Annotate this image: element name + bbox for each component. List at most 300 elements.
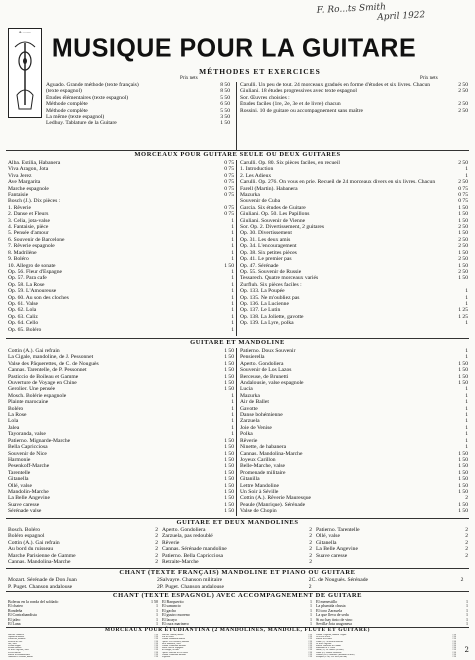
entry-price: 2 50 xyxy=(452,642,456,645)
entry-title: Fantaisie xyxy=(8,192,29,199)
entry-price: 1 xyxy=(465,444,468,451)
entry-price: 0 75 xyxy=(224,185,234,192)
students-right-list xyxy=(316,634,456,658)
entry-title: Plainte marocaine xyxy=(8,399,49,406)
entry-price: 1 xyxy=(310,612,312,618)
entry-price: 2 xyxy=(155,559,158,566)
catalogue-entry xyxy=(162,559,312,565)
chant-list xyxy=(8,577,468,590)
entry-price: 2 xyxy=(157,577,160,583)
catalogue-entry xyxy=(8,622,158,626)
entry-title: Méthode complète xyxy=(46,101,88,108)
entry-title: Farell (Martin). Habanera xyxy=(240,185,298,192)
entry-price: 1 50 xyxy=(224,386,234,393)
entry-price: 2 xyxy=(155,533,158,540)
entry-title: Tarentelle xyxy=(8,469,31,476)
entry-title: Op. 57. Para cafe xyxy=(8,275,47,282)
entry-price: 1 xyxy=(231,307,234,314)
entry-price: 2 xyxy=(309,559,312,566)
entry-price: 1 xyxy=(231,230,234,237)
entry-title: Patierno. Doux Souvenir xyxy=(240,348,296,354)
entry-price: 2 50 xyxy=(452,656,456,658)
entry-price: 2 50 xyxy=(308,649,312,652)
entry-price: 2 50 xyxy=(154,656,158,658)
entry-title: El toro Zarzuela xyxy=(316,608,342,613)
entry-price: 2 50 xyxy=(154,634,158,636)
entry-title: Alba. Estilia, Habanera xyxy=(8,160,61,166)
entry-title: Aperto. Gondoliera xyxy=(240,360,284,367)
entry-price: 2 xyxy=(155,546,158,553)
entry-title: 1. Introduction xyxy=(240,166,274,173)
entry-title: 4. Fantaisie, pièce xyxy=(8,224,49,231)
entry-title: Cannas. Mandolina-Marche xyxy=(162,638,186,641)
entry-title: Cannas. Promenade militaire xyxy=(162,653,187,656)
column-divider xyxy=(236,82,237,150)
entry-price: 2 xyxy=(308,583,312,590)
entry-price: 2 xyxy=(465,495,468,502)
entry-price: 1 xyxy=(231,256,234,263)
entry-price: 1 xyxy=(465,405,468,412)
chant-esp-left-list xyxy=(8,600,158,626)
entry-price: 5 50 xyxy=(220,94,230,101)
entry-title: Viva Aragon, Jota xyxy=(8,166,49,173)
entry-price: 1 50 xyxy=(220,120,230,127)
column-divider xyxy=(236,348,237,516)
entry-title: Aperto. Les Tricourtes, mazurka xyxy=(162,640,189,643)
entry-price: 2 xyxy=(465,539,468,546)
entry-price: 1 50 xyxy=(458,488,468,495)
entry-title: 1. Rêverie xyxy=(8,204,31,211)
entry-price: 2 50 xyxy=(452,640,456,643)
entry-price: 1 50 xyxy=(458,211,468,218)
entry-title: Valse des Pâquerettes, de C. de Nouguès xyxy=(8,360,99,367)
entry-price: 2 50 xyxy=(154,653,158,656)
entry-title: Valse de Chopin xyxy=(240,508,277,515)
entry-title: Op. 60. Au son des cloches xyxy=(8,294,69,301)
entry-title: Mozart. Sérénade de Don Juan xyxy=(8,577,77,583)
entry-title: Zarzuela, pas redoublé xyxy=(162,533,213,540)
entry-title: Polka xyxy=(240,431,253,438)
entry-price: 2 50 xyxy=(452,649,456,652)
entry-title: Op. 34. L'encouragement xyxy=(240,243,297,250)
entry-price: 1 xyxy=(465,399,468,406)
entry-price: 1 50 xyxy=(224,456,234,463)
catalogue-entry xyxy=(316,553,468,559)
entry-title: Ledhuy. Tablature de la Guitare xyxy=(46,120,117,127)
entry-title: Patierno. Tartarin, marche xyxy=(162,634,184,636)
entry-title: Souvenir de Nice xyxy=(8,450,47,457)
two-mandolins-left-list xyxy=(8,527,158,567)
entry-title: David (A.). La Fiancée (ou flûte) xyxy=(316,649,344,652)
entry-price: 1 50 xyxy=(458,482,468,489)
entry-title: Mazurka xyxy=(240,392,260,399)
entry-price: 1 50 xyxy=(458,360,468,367)
entry-price: 0 75 xyxy=(458,192,468,199)
entry-title: Gavotte xyxy=(240,405,258,412)
entry-price: 1 50 xyxy=(458,373,468,380)
entry-title: Aperto. Gondoliera xyxy=(162,527,206,533)
students-left-list xyxy=(8,634,158,658)
entry-title: (texte espagnol) xyxy=(46,88,82,95)
entry-title: Cottin (A.). Rêverie Mauresque xyxy=(240,495,311,502)
entry-title: La plumida chusta xyxy=(316,604,346,609)
entry-price: 2 50 xyxy=(308,634,312,636)
entry-title: Retraite-Marche xyxy=(8,647,22,650)
entry-price: 1 xyxy=(310,600,312,604)
methods-left-list xyxy=(46,82,230,146)
entry-price: 2 50 xyxy=(154,642,158,645)
entry-title: Ganne (L.). Marche Parisienne xyxy=(316,651,342,654)
entry-title: Sérénade valse xyxy=(8,508,42,515)
entry-price: 1 50 xyxy=(224,488,234,495)
solo-right-list xyxy=(240,160,468,336)
entry-title: Boléro espagnol xyxy=(8,533,45,540)
entry-title: Séguidille xyxy=(162,656,171,658)
entry-price: 1 50 xyxy=(458,230,468,237)
catalogue-entry xyxy=(316,622,468,626)
entry-title: Op. 30. Divertissement xyxy=(240,230,292,237)
signature-line: F. Ro...ts Smith xyxy=(316,2,387,16)
column-divider xyxy=(236,160,237,336)
entry-title: Zurfluh. Six pièces faciles : xyxy=(240,281,302,288)
entry-title: El Barquerito xyxy=(162,600,184,604)
entry-price: 1 xyxy=(465,412,468,419)
entry-price: 2 50 xyxy=(308,645,312,648)
entry-title: El Contrabandista xyxy=(8,613,37,618)
entry-price: 1 50 xyxy=(458,249,468,256)
entry-title: Carulli. Un peu de tout. 24 morceaux gradués en forme d'études et six livres. Chacun xyxy=(240,82,431,88)
entry-title: Marche Parisienne de Gamme xyxy=(316,645,342,648)
entry-title: Marche espagnole xyxy=(8,185,49,192)
entry-price: 1 xyxy=(156,612,158,618)
entry-price: 2 xyxy=(309,546,312,553)
entry-title: El jaleo xyxy=(8,617,21,622)
entry-price: 1 50 xyxy=(224,437,234,444)
entry-title: Gitanilla xyxy=(240,476,260,483)
entry-price: 1 xyxy=(156,607,158,613)
entry-title: Op. 62. Lola xyxy=(8,307,37,314)
solo-left-list xyxy=(8,160,234,336)
catalogue-entry xyxy=(240,508,468,514)
entry-price: 1 50 xyxy=(458,469,468,476)
entry-title: Op. 63. Caliz xyxy=(8,313,38,320)
entry-title: Giuliani. Op. 50. Les Papillons xyxy=(240,211,310,218)
entry-price: 1 xyxy=(231,288,234,295)
entry-title: Mazurka xyxy=(240,192,260,199)
entry-price: 1 xyxy=(231,268,234,275)
price-label-right: Prix nets xyxy=(420,76,438,81)
entry-price: 1 xyxy=(231,300,234,307)
entry-price: 1 50 xyxy=(458,508,468,515)
entry-price: 1 50 xyxy=(224,380,234,387)
entry-price: 1 50 xyxy=(458,450,468,457)
entry-price: 1 xyxy=(465,424,468,431)
entry-price: 1 xyxy=(310,607,312,613)
entry-title: Op. 41. Le premier pas xyxy=(240,256,292,263)
entry-title: Giuliani. 18 études progressives avec texte espagnol xyxy=(240,88,357,95)
entry-price: 3 50 xyxy=(220,114,230,121)
entry-title: Sevilla-Jota aragonesa xyxy=(316,622,352,626)
entry-price: 2 50 xyxy=(458,268,468,275)
entry-title: Op. 136. La Lucienne xyxy=(240,300,289,307)
entry-title: Op. 47. Sérénade xyxy=(240,262,279,269)
entry-price: 5 50 xyxy=(220,107,230,114)
entry-title: La Cigale, mandoline, de J. Pessonnet xyxy=(8,354,94,361)
entry-price: 1 xyxy=(465,431,468,438)
entry-title: Op. 56. Fleur d'Espagne xyxy=(8,268,62,275)
entry-title: Sor. Op. 2. Divertissement, 2 guitares xyxy=(240,224,325,231)
entry-title: La Belle Angevine xyxy=(8,495,50,502)
entry-price: 2 50 xyxy=(308,636,312,639)
entry-price: 2 xyxy=(155,552,158,559)
entry-title: 3. Celia, jota-valse xyxy=(8,217,50,224)
entry-title: Zarzuela xyxy=(240,418,260,425)
entry-price: 2 50 xyxy=(458,160,468,166)
entry-price: 1 50 xyxy=(224,262,234,269)
entry-price: 1 50 xyxy=(458,380,468,387)
entry-title: Salvayre. Chanson militaire xyxy=(159,577,223,583)
entry-title: C. de Nouguès. Sérénade xyxy=(311,577,368,583)
entry-title: Op. 65. Boléro xyxy=(8,326,42,333)
entry-title: Pesenkoff-Marche xyxy=(8,463,50,470)
entry-title: Pensierella, mazurka xyxy=(8,638,26,641)
entry-price: 2 xyxy=(308,577,312,583)
entry-title: Marche des Cadets xyxy=(316,638,332,641)
entry-title: Études faciles (1re, 2e, 3e et 4e livre) chacun xyxy=(240,101,341,108)
entry-title: Cannas. Trogurios, fantaisie Tzigane xyxy=(316,634,347,636)
entry-price: 1 50 xyxy=(458,367,468,374)
entry-title: Marche des Mandolinistes xyxy=(8,653,30,656)
catalogue-entry xyxy=(160,584,312,591)
entry-title: El gacho xyxy=(162,608,177,613)
entry-title: 8. Madrilène xyxy=(8,249,37,256)
entry-price: 1 xyxy=(466,600,468,604)
entry-title: Belle Madrilène, valse xyxy=(162,642,181,645)
entry-title: Au bord du ruisseau xyxy=(8,546,54,553)
entry-price: 0 75 xyxy=(224,160,234,166)
catalogue-entry xyxy=(8,508,234,514)
entry-title: Marche Parisienne de Gamme xyxy=(8,552,76,559)
entry-price: 1 50 xyxy=(224,501,234,508)
section-two-mandolins-header: GUITARE ET DEUX MANDOLINES xyxy=(176,519,299,526)
entry-title: Op. 137. Le Lutin xyxy=(240,307,281,314)
entry-price: 2 50 xyxy=(308,647,312,650)
entry-price: 1 50 xyxy=(458,204,468,211)
entry-price: 1 xyxy=(231,412,234,419)
entry-title: Études élémentaires (texte espagnol) xyxy=(46,94,129,101)
catalogue-entry xyxy=(240,108,468,114)
entry-price: 1 xyxy=(310,621,312,626)
entry-title: Bella Capricciosa xyxy=(8,444,48,451)
entry-title: Ave Margarita xyxy=(8,179,41,186)
entry-title: Séville-Marche xyxy=(8,651,21,654)
entry-price: 1 50 xyxy=(224,508,234,515)
entry-title: Patierno. Tarentelle xyxy=(316,527,360,533)
entry-title: Joie de Venise xyxy=(162,636,174,639)
entry-price: 2 50 xyxy=(308,653,312,656)
entry-title: Op. 139. La Lyre, polka xyxy=(240,320,294,327)
entry-title: Air de Ballet xyxy=(240,399,269,406)
entry-price: 1 xyxy=(465,437,468,444)
entry-price: 1 xyxy=(231,236,234,243)
entry-title: Gitanella xyxy=(316,539,337,546)
entry-price: 1 xyxy=(231,431,234,438)
entry-price: 8 50 xyxy=(220,88,230,95)
entry-price: 1 50 xyxy=(224,444,234,451)
entry-title: Suave caresse xyxy=(316,552,348,559)
entry-title: Boléro xyxy=(8,405,24,412)
entry-title: Bosch (J.). Dix pièces : xyxy=(8,198,61,205)
entry-title: Mandoline de P. Tissot xyxy=(316,647,335,650)
entry-title: El chateo xyxy=(8,604,23,609)
entry-title: P. Puget. Chanson andalouse xyxy=(8,583,73,590)
entry-title: Souvenir de Cuba xyxy=(240,198,281,205)
entry-title: El sanuncio xyxy=(162,604,181,609)
entry-title: 2. Danse et Fleurs xyxy=(8,211,49,218)
entry-price: 1 xyxy=(465,166,468,173)
entry-price: 8 50 xyxy=(220,82,230,88)
entry-title: Bosch. Boléro xyxy=(8,527,41,533)
entry-price: 2 50 xyxy=(154,651,158,654)
entry-price: 1 xyxy=(231,313,234,320)
entry-price: 1 50 xyxy=(224,450,234,457)
entry-title: Souvenir de Los Lazos xyxy=(240,367,292,374)
entry-price: 1 50 xyxy=(224,348,234,354)
entry-price: 1 xyxy=(231,249,234,256)
catalogue-entry xyxy=(46,120,230,126)
entry-price: 1 xyxy=(231,294,234,301)
entry-price: 1 xyxy=(231,243,234,250)
entry-price: 2 xyxy=(465,552,468,559)
entry-title: La Belle Angevine, valse xyxy=(8,649,29,652)
catalogue-entry xyxy=(240,320,468,326)
entry-title: Berceuse, de Brunetti xyxy=(240,373,289,380)
entry-title: Jalea xyxy=(8,424,20,431)
catalogue-entry xyxy=(8,327,234,333)
entry-price: 0 75 xyxy=(224,179,234,186)
chant-esp-right-list xyxy=(316,600,468,626)
entry-title: Patierno. Bella Capricciosa xyxy=(162,552,224,559)
entry-title: Tessarech. Quatre morceaux variés xyxy=(240,275,319,282)
students-mid-list xyxy=(162,634,312,658)
handwritten-signature xyxy=(317,0,468,28)
entry-title: Carulli. Op. 80. Six pièces faciles, en recueil xyxy=(240,160,340,166)
entry-title: La même (texte espagnol) xyxy=(46,114,105,121)
entry-price: 1 50 xyxy=(458,262,468,269)
entry-price: 1 xyxy=(231,281,234,288)
entry-title: Mosch. Bolérie espagnole xyxy=(8,392,67,399)
entry-price: 2 50 xyxy=(154,647,158,650)
entry-title: Patierno. Tarantelle xyxy=(8,634,25,636)
entry-price: 1 xyxy=(231,405,234,412)
entry-price: 2 50 xyxy=(154,640,158,643)
entry-title: 10. Allegro de sonate xyxy=(8,262,56,269)
entry-price: 2 50 xyxy=(308,656,312,658)
entry-price: 1 50 xyxy=(458,476,468,483)
guitar-emblem-icon xyxy=(9,35,41,115)
entry-title: Boleras en la ronda del soldado xyxy=(8,600,59,604)
entry-title: Op. 58. La Rose xyxy=(8,281,45,288)
entry-price: 2 50 xyxy=(308,651,312,654)
entry-title: Cannas. Mandolina-Marche xyxy=(8,559,71,566)
entry-price: 1 xyxy=(465,172,468,179)
entry-title: Sor. Œuvres choisies : xyxy=(240,94,290,101)
entry-title: Op. 138. La Joliette, gavotte xyxy=(240,313,304,320)
entry-price: 6 50 xyxy=(220,101,230,108)
entry-price: 2 50 xyxy=(452,653,456,656)
entry-title: Ouverture de Voyage en Chine xyxy=(8,380,77,387)
entry-title: Ollé, valse xyxy=(8,482,32,489)
entry-title: Lucia xyxy=(240,386,253,393)
entry-price: 1 xyxy=(465,348,468,354)
entry-title: Souvenir de Nice xyxy=(8,640,23,643)
entry-price: 2 50 xyxy=(458,107,468,114)
entry-price: 1 xyxy=(231,424,234,431)
entry-price: 2 50 xyxy=(458,236,468,243)
entry-title: Viva Jerez xyxy=(8,172,32,179)
entry-price: 1 xyxy=(231,217,234,224)
entry-title: La Rose xyxy=(8,412,27,419)
entry-title: Giuliani. Souvenir de Vienne xyxy=(240,217,306,224)
entry-title: Gerolier. Une pensée xyxy=(8,386,56,393)
entry-price: 2 xyxy=(155,527,158,533)
entry-title: Andalousie, valse espagnole xyxy=(240,380,304,387)
mandolin-left-list xyxy=(8,348,234,516)
entry-title: Harmonie xyxy=(8,456,31,463)
entry-title: La que lleva de seda xyxy=(316,613,349,618)
entry-price: 2 50 xyxy=(458,101,468,108)
entry-price: 1 50 xyxy=(151,600,158,604)
entry-price: 1 xyxy=(231,399,234,406)
entry-price: 1 xyxy=(156,616,158,622)
entry-price: 2 50 xyxy=(458,82,468,88)
entry-price: 0 75 xyxy=(458,185,468,192)
entry-price: 2 50 xyxy=(458,88,468,95)
entry-title: Cannas. Sérénade mandoline xyxy=(162,546,227,553)
entry-title: El gustro moreno xyxy=(162,613,190,618)
entry-price: 1 xyxy=(310,616,312,622)
entry-price: 1 25 xyxy=(458,307,468,314)
entry-title: Gitanella xyxy=(8,476,29,483)
entry-price: 2 50 xyxy=(308,642,312,645)
entry-price: 1 xyxy=(231,418,234,425)
entry-title: Si no hay tinto de vino xyxy=(316,617,353,622)
entry-price: 2 50 xyxy=(458,256,468,263)
entry-price: 1 xyxy=(465,294,468,301)
entry-price: 2 50 xyxy=(452,634,456,636)
entry-price: 1 50 xyxy=(224,482,234,489)
entry-price: 1 xyxy=(231,392,234,399)
price-label-left: Prix nets xyxy=(180,76,198,81)
entry-title: 2. Les Adieux xyxy=(240,172,272,179)
entry-title: Pensierella xyxy=(240,354,265,361)
entry-price: 1 xyxy=(156,621,158,626)
entry-title: Gounod (Ch.). Passacaille (trombone ou flûte) xyxy=(316,653,355,656)
entry-price: 1 xyxy=(156,603,158,609)
publisher-logo xyxy=(8,28,42,118)
entry-title: de Bologne, ou flûte xyxy=(162,649,179,652)
entry-price: 1 xyxy=(466,603,468,609)
entry-title: Tambours et Clairons, marche xyxy=(8,656,34,658)
entry-title: Belle-Marche, valse xyxy=(240,463,286,470)
entry-price: 0 75 xyxy=(224,172,234,179)
entry-price: 1 xyxy=(231,326,234,333)
entry-price: 1 50 xyxy=(224,354,234,361)
entry-title: El cura marinero xyxy=(162,622,189,626)
entry-title: Ollé, valse xyxy=(316,533,340,540)
entry-title: Lettre Mandoline xyxy=(240,482,279,489)
entry-price: 2 50 xyxy=(154,645,158,648)
